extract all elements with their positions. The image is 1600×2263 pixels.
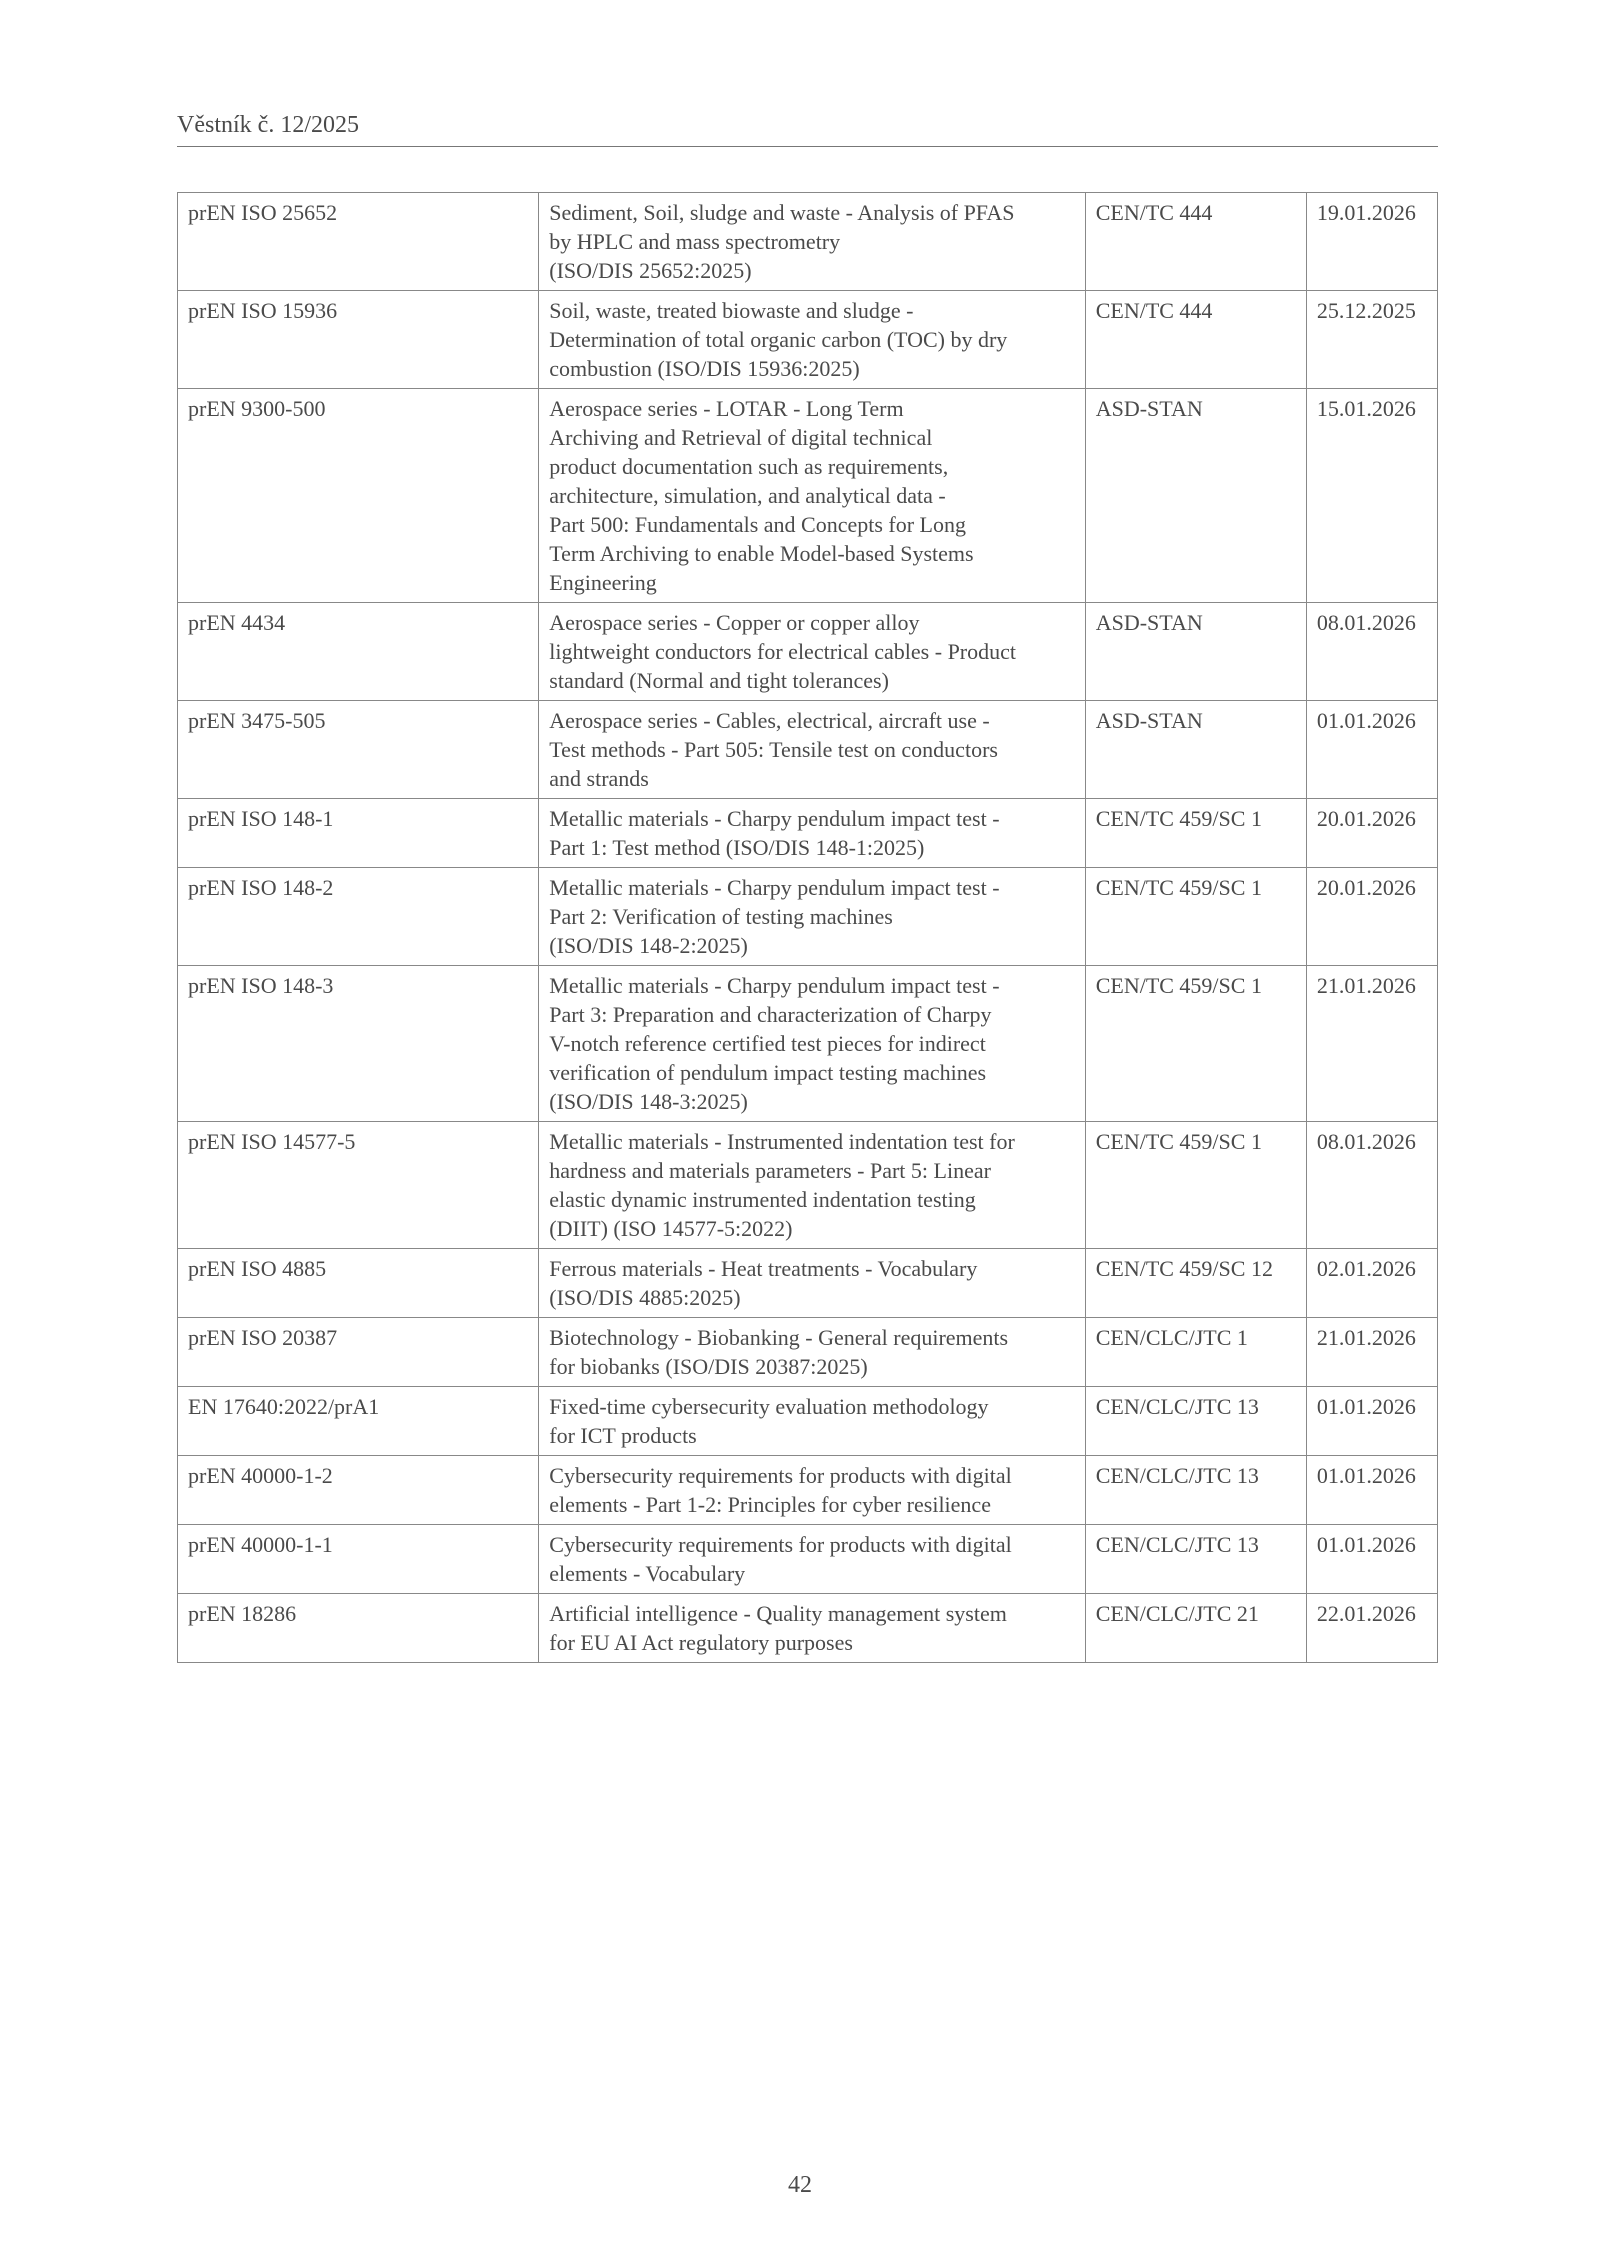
standard-title — [539, 193, 1085, 291]
title-line: for ICT products — [549, 1423, 697, 1448]
standard-title — [539, 868, 1085, 966]
deadline-date: 08.01.2026 — [1306, 603, 1437, 701]
standard-title — [539, 1456, 1085, 1525]
title-line: Part 3: Preparation and characterization of Charpy — [549, 1002, 992, 1027]
standard-title — [539, 1122, 1085, 1249]
committee: CEN/TC 444 — [1085, 193, 1306, 291]
standard-code: prEN ISO 25652 — [178, 193, 539, 291]
standard-code: prEN ISO 148-1 — [178, 799, 539, 868]
table-row — [178, 389, 1438, 603]
standard-code: prEN ISO 148-2 — [178, 868, 539, 966]
title-line: Artificial intelligence - Quality management system — [549, 1601, 1007, 1626]
title-line: (ISO/DIS 25652:2025) — [549, 258, 752, 283]
committee: ASD-STAN — [1085, 389, 1306, 603]
standard-title — [539, 701, 1085, 799]
committee: CEN/CLC/JTC 13 — [1085, 1456, 1306, 1525]
title-line: Part 500: Fundamentals and Concepts for Long — [549, 512, 966, 537]
table-row — [178, 799, 1438, 868]
table-row — [178, 1456, 1438, 1525]
standard-code: prEN ISO 15936 — [178, 291, 539, 389]
title-line: Aerospace series - Cables, electrical, aircraft use - — [549, 708, 990, 733]
title-line: Sediment, Soil, sludge and waste - Analysis of PFAS — [549, 200, 1015, 225]
title-line: Soil, waste, treated biowaste and sludge - — [549, 298, 914, 323]
title-line: (ISO/DIS 148-2:2025) — [549, 933, 748, 958]
committee: CEN/CLC/JTC 13 — [1085, 1387, 1306, 1456]
standard-title — [539, 799, 1085, 868]
title-line: V-notch reference certified test pieces for indirect — [549, 1031, 986, 1056]
title-line: Archiving and Retrieval of digital technical — [549, 425, 933, 450]
standard-title — [539, 966, 1085, 1122]
title-line: for biobanks (ISO/DIS 20387:2025) — [549, 1354, 868, 1379]
committee: CEN/CLC/JTC 1 — [1085, 1318, 1306, 1387]
table-row — [178, 1594, 1438, 1663]
standard-code: prEN 18286 — [178, 1594, 539, 1663]
title-line: Metallic materials - Charpy pendulum impact test - — [549, 973, 1000, 998]
committee: CEN/TC 459/SC 1 — [1085, 1122, 1306, 1249]
deadline-date: 01.01.2026 — [1306, 701, 1437, 799]
title-line: elements - Vocabulary — [549, 1561, 746, 1586]
title-line: Cybersecurity requirements for products with digital — [549, 1532, 1012, 1557]
deadline-date: 20.01.2026 — [1306, 868, 1437, 966]
title-line: Part 1: Test method (ISO/DIS 148-1:2025) — [549, 835, 925, 860]
table-row — [178, 291, 1438, 389]
standard-title — [539, 389, 1085, 603]
committee: CEN/TC 459/SC 1 — [1085, 868, 1306, 966]
title-line: Aerospace series - LOTAR - Long Term — [549, 396, 904, 421]
title-line: Metallic materials - Instrumented indentation test for — [549, 1129, 1015, 1154]
title-line: architecture, simulation, and analytical data - — [549, 483, 946, 508]
standard-title — [539, 1318, 1085, 1387]
title-line: elements - Part 1-2: Principles for cyber resilience — [549, 1492, 991, 1517]
title-line: Test methods - Part 505: Tensile test on conductors — [549, 737, 998, 762]
committee: ASD-STAN — [1085, 603, 1306, 701]
table-row — [178, 1122, 1438, 1249]
standard-code: prEN 9300-500 — [178, 389, 539, 603]
title-line: (ISO/DIS 148-3:2025) — [549, 1089, 748, 1114]
deadline-date: 21.01.2026 — [1306, 1318, 1437, 1387]
title-line: product documentation such as requirements, — [549, 454, 949, 479]
table-row — [178, 1387, 1438, 1456]
standard-code: prEN 40000-1-1 — [178, 1525, 539, 1594]
table-row — [178, 1318, 1438, 1387]
title-line: for EU AI Act regulatory purposes — [549, 1630, 853, 1655]
table-row — [178, 1525, 1438, 1594]
title-line: combustion (ISO/DIS 15936:2025) — [549, 356, 860, 381]
header-divider — [177, 146, 1438, 147]
committee: CEN/TC 459/SC 1 — [1085, 799, 1306, 868]
standard-code: prEN ISO 4885 — [178, 1249, 539, 1318]
deadline-date: 21.01.2026 — [1306, 966, 1437, 1122]
standard-code: EN 17640:2022/prA1 — [178, 1387, 539, 1456]
title-line: (DIIT) (ISO 14577-5:2022) — [549, 1216, 793, 1241]
page-number: 42 — [788, 2172, 812, 2198]
table-row — [178, 701, 1438, 799]
standard-title — [539, 1249, 1085, 1318]
standard-title — [539, 1387, 1085, 1456]
title-line: elastic dynamic instrumented indentation testing — [549, 1187, 976, 1212]
deadline-date: 15.01.2026 — [1306, 389, 1437, 603]
committee: CEN/TC 444 — [1085, 291, 1306, 389]
standard-code: prEN 3475-505 — [178, 701, 539, 799]
standard-title — [539, 1594, 1085, 1663]
standard-title — [539, 603, 1085, 701]
title-line: Fixed-time cybersecurity evaluation methodology — [549, 1394, 989, 1419]
standard-code: prEN ISO 14577-5 — [178, 1122, 539, 1249]
standards-table — [177, 192, 1438, 1663]
title-line: verification of pendulum impact testing machines — [549, 1060, 987, 1085]
table-row — [178, 603, 1438, 701]
title-line: Part 2: Verification of testing machines — [549, 904, 893, 929]
title-line: Ferrous materials - Heat treatments - Vocabulary — [549, 1256, 978, 1281]
table-row — [178, 1249, 1438, 1318]
title-line: and strands — [549, 766, 649, 791]
committee: CEN/TC 459/SC 12 — [1085, 1249, 1306, 1318]
title-line: Engineering — [549, 570, 657, 595]
deadline-date: 25.12.2025 — [1306, 291, 1437, 389]
page-header-title: Věstník č. 12/2025 — [177, 112, 359, 138]
deadline-date: 20.01.2026 — [1306, 799, 1437, 868]
title-line: lightweight conductors for electrical cables - Product — [549, 639, 1017, 664]
deadline-date: 22.01.2026 — [1306, 1594, 1437, 1663]
committee: CEN/TC 459/SC 1 — [1085, 966, 1306, 1122]
title-line: (ISO/DIS 4885:2025) — [549, 1285, 741, 1310]
title-line: Cybersecurity requirements for products with digital — [549, 1463, 1012, 1488]
committee: ASD-STAN — [1085, 701, 1306, 799]
deadline-date: 19.01.2026 — [1306, 193, 1437, 291]
standard-code: prEN 40000-1-2 — [178, 1456, 539, 1525]
deadline-date: 01.01.2026 — [1306, 1525, 1437, 1594]
standard-code: prEN ISO 20387 — [178, 1318, 539, 1387]
standard-title — [539, 291, 1085, 389]
committee: CEN/CLC/JTC 13 — [1085, 1525, 1306, 1594]
title-line: hardness and materials parameters - Part 5: Linear — [549, 1158, 991, 1183]
title-line: Metallic materials - Charpy pendulum impact test - — [549, 875, 1000, 900]
standard-code: prEN 4434 — [178, 603, 539, 701]
table-row — [178, 193, 1438, 291]
deadline-date: 08.01.2026 — [1306, 1122, 1437, 1249]
title-line: Metallic materials - Charpy pendulum impact test - — [549, 806, 1000, 831]
standard-title — [539, 1525, 1085, 1594]
table-row — [178, 966, 1438, 1122]
title-line: Determination of total organic carbon (TOC) by dry — [549, 327, 1008, 352]
standard-code: prEN ISO 148-3 — [178, 966, 539, 1122]
title-line: by HPLC and mass spectrometry — [549, 229, 841, 254]
title-line: Aerospace series - Copper or copper alloy — [549, 610, 920, 635]
table-row — [178, 868, 1438, 966]
deadline-date: 01.01.2026 — [1306, 1456, 1437, 1525]
title-line: Biotechnology - Biobanking - General requirements — [549, 1325, 1009, 1350]
title-line: Term Archiving to enable Model-based Systems — [549, 541, 974, 566]
deadline-date: 02.01.2026 — [1306, 1249, 1437, 1318]
title-line: standard (Normal and tight tolerances) — [549, 668, 889, 693]
committee: CEN/CLC/JTC 21 — [1085, 1594, 1306, 1663]
deadline-date: 01.01.2026 — [1306, 1387, 1437, 1456]
